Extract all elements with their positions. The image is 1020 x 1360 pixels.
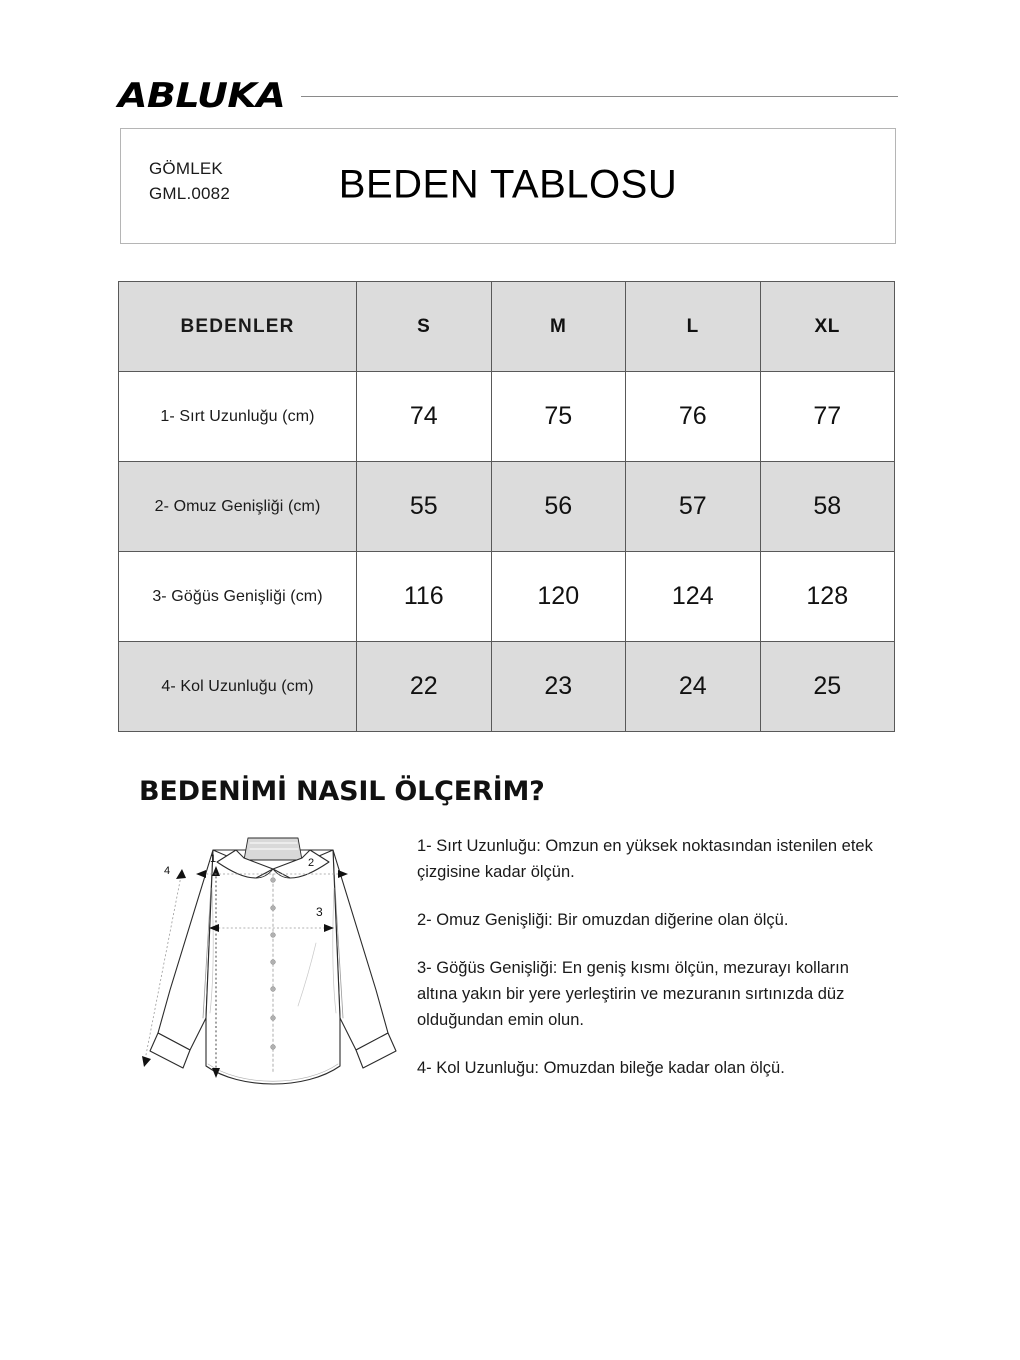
cell-value: 55: [357, 462, 492, 552]
cell-value: 22: [357, 642, 492, 732]
brand-header: [118, 78, 898, 114]
table-row: [119, 372, 895, 462]
cell-value: 77: [760, 372, 895, 462]
cell-value: 76: [626, 372, 761, 462]
cell-value: 24: [626, 642, 761, 732]
table-row: [119, 462, 895, 552]
product-category: GÖMLEK: [149, 159, 223, 178]
column-header-m: M: [491, 282, 626, 372]
cell-value: 56: [491, 462, 626, 552]
table-row: [119, 642, 895, 732]
cell-value: 74: [357, 372, 492, 462]
column-header-s: S: [357, 282, 492, 372]
cell-value: 25: [760, 642, 895, 732]
size-chart-table: [118, 281, 895, 732]
svg-text:1: 1: [210, 853, 217, 865]
column-header-l: L: [626, 282, 761, 372]
measurement-instructions: [417, 833, 877, 1081]
cell-value: 58: [760, 462, 895, 552]
svg-text:2: 2: [308, 857, 315, 869]
cell-value: 57: [626, 462, 761, 552]
logo-divider-rule: [301, 96, 898, 97]
cell-value: 75: [491, 372, 626, 462]
cell-value: 124: [626, 552, 761, 642]
column-header-xl: XL: [760, 282, 895, 372]
table-header-row: [119, 282, 895, 372]
instruction-item: 3- Göğüs Genişliği: En geniş kısmı ölçün, mezurayı kolların altına yakın bir yere yerleştirin ve mezuranın sırtınızda düz olduğundan emin olun.: [417, 959, 849, 1030]
svg-text:4: 4: [164, 865, 171, 877]
instruction-item: 2- Omuz Genişliği: Bir omuzdan diğerine olan ölçü.: [417, 911, 789, 930]
row-label: 3- Göğüs Genişliği (cm): [119, 552, 357, 642]
row-label: 4- Kol Uzunluğu (cm): [119, 642, 357, 732]
cell-value: 120: [491, 552, 626, 642]
page-title: BEDEN TABLOSU: [338, 162, 678, 207]
cell-value: 23: [491, 642, 626, 732]
svg-text:3: 3: [316, 905, 323, 919]
product-code: GML.0082: [149, 183, 230, 203]
table-row: [119, 552, 895, 642]
instruction-item: 1- Sırt Uzunluğu: Omzun en yüksek noktasından istenilen etek çizgisine kadar ölçün.: [417, 837, 873, 882]
cell-value: 128: [760, 552, 895, 642]
row-label: 2- Omuz Genişliği (cm): [119, 462, 357, 552]
cell-value: 116: [357, 552, 492, 642]
product-identity: [149, 157, 230, 206]
shirt-measurement-diagram: [140, 828, 408, 1118]
row-label: 1- Sırt Uzunluğu (cm): [119, 372, 357, 462]
instruction-item: 4- Kol Uzunluğu: Omuzdan bileğe kadar olan ölçü.: [417, 1059, 785, 1078]
abluka-logo: ABLUKA: [118, 76, 286, 116]
shirt-illustration-icon: [140, 828, 408, 1118]
column-header-bedenler: BEDENLER: [119, 282, 357, 372]
howto-section-title: BEDENİMİ NASIL ÖLÇERİM?: [139, 776, 545, 807]
document-header-box: [120, 128, 896, 244]
